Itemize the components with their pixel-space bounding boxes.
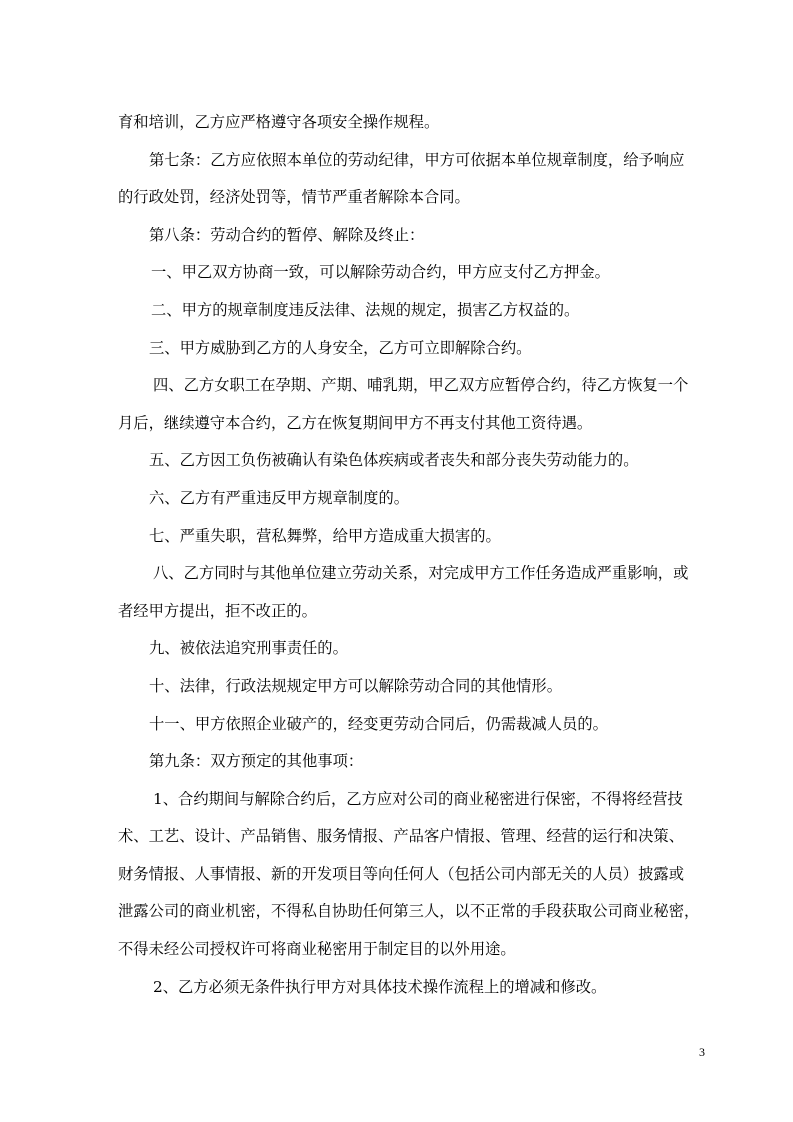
page-number: 3 (699, 1045, 705, 1059)
paragraph-line: 五、乙方因工负伤被确认有染色体疾病或者丧失和部分丧失劳动能力的。 (149, 451, 639, 470)
article-8-item-2 (118, 292, 688, 330)
article-8-item-4 (118, 367, 688, 442)
document-body (118, 104, 700, 1006)
article-8-item-6 (118, 480, 688, 518)
article-8-item-7 (118, 518, 688, 556)
paragraph-line: 一、甲乙双方协商一致，可以解除劳动合约，甲方应支付乙方押金。 (151, 263, 610, 282)
article-9-item-2 (118, 969, 688, 1007)
article-8-heading (118, 217, 688, 255)
paragraph-line: 十一、甲方依照企业破产的，经变更劳动合同后，仍需裁减人员的。 (149, 714, 608, 733)
paragraph-line: 不得未经公司授权许可将商业秘密用于制定目的以外用途。 (118, 940, 516, 959)
article-8-item-10 (118, 668, 688, 706)
paragraph-line: 八、乙方同时与其他单位建立劳动关系，对完成甲方工作任务造成严重影响，或 (153, 564, 689, 583)
article-8-item-1 (118, 254, 688, 292)
paragraph-line: 第八条：劳动合约的暂停、解除及终止： (149, 225, 425, 244)
paragraph-line: 1、合约期间与解除合约后，乙方应对公司的商业秘密进行保密，不得将经营技 (153, 789, 683, 808)
paragraph-line: 术、工艺、设计、产品销售、服务情报、产品客户情报、管理、经营的运行和决策、 (118, 827, 684, 846)
paragraph-line: 六、乙方有严重违反甲方规章制度的。 (149, 488, 410, 507)
paragraph-line: 三、甲方威胁到乙方的人身安全，乙方可立即解除合约。 (149, 338, 532, 357)
article-8-item-5 (118, 442, 688, 480)
article-9-item-1 (118, 781, 700, 969)
paragraph-line: 育和培训，乙方应严格遵守各项安全操作规程。 (118, 113, 440, 131)
paragraph-line: 九、被依法追究刑事责任的。 (149, 639, 348, 658)
paragraph-line: 月后，继续遵守本合约，乙方在恢复期间甲方不再支付其他工资待遇。 (118, 413, 593, 432)
paragraph-line: 的行政处罚，经济处罚等，情节严重者解除本合同。 (118, 188, 470, 207)
article-8-item-8 (118, 555, 688, 630)
paragraph-line: 泄露公司的商业机密，不得私自协助任何第三人，以不正常的手段获取公司商业秘密， (118, 902, 700, 921)
paragraph-line: 财务情报、人事情报、新的开发项目等向任何人（包括公司内部无关的人员）披露或 (118, 864, 684, 883)
paragraph-line: 七、严重失职，营私舞弊，给甲方造成重大损害的。 (149, 526, 501, 545)
paragraph-line: 第九条：双方预定的其他事项： (149, 752, 364, 771)
paragraph-line: 2、乙方必须无条件执行甲方对具体技术操作流程上的增减和修改。 (153, 977, 607, 996)
article-8-item-11 (118, 706, 688, 744)
paragraph-line: 第七条：乙方应依照本单位的劳动纪律，甲方可依据本单位规章制度，给予响应 (149, 150, 685, 169)
paragraph-line: 十、法律，行政法规规定甲方可以解除劳动合同的其他情形。 (149, 676, 563, 695)
article-8-item-3 (118, 330, 688, 368)
article-8-item-9 (118, 630, 688, 668)
article-9-heading (118, 743, 688, 781)
paragraph-line: 者经甲方提出，拒不改正的。 (118, 601, 317, 620)
article-7 (118, 142, 688, 217)
paragraph-line: 四、乙方女职工在孕期、产期、哺乳期，甲乙双方应暂停合约，待乙方恢复一个 (153, 376, 689, 395)
paragraph-line: 二、甲方的规章制度违反法律、法规的规定，损害乙方权益的。 (151, 300, 580, 319)
paragraph-1 (118, 104, 688, 142)
